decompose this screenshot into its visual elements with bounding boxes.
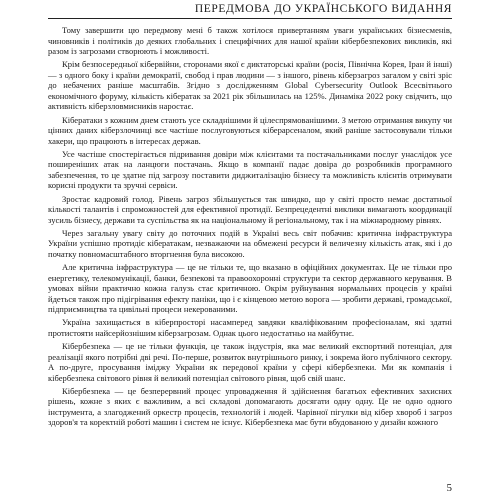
paragraph: Україна захищається в кіберпросторі насамперед завдяки кваліфікованим професіоналам, які здатні протистояти найсерйознішим кіберзагрозам. Однак цього недостатньо на майбутнє. <box>48 317 452 338</box>
page-number: 5 <box>446 482 452 494</box>
page-body <box>48 25 452 431</box>
paragraph: Через загальну увагу світу до поточних подій в Україні весь світ побачив: критична інфраструктура України успішно протидіє кібератакам, незважаючи на обмежені ресурси й величезну кількість атак, які і до початку повномасштабного вторгнення була високою. <box>48 227 452 259</box>
running-header <box>48 2 452 19</box>
paragraph: Зростає кадровий голод. Рівень загроз збільшується так швидко, що у світі просто немає достатньої кількості талантів і спроможностей для ефективної протидії. Безпрецедентні виклики вимагають координації зусиль бізнесу, держави та суспільства як на національному й регіональному, так і на міжнародному рівнях. <box>48 193 452 225</box>
paragraph: Тому завершити цю передмову мені б також хотілося привертанням уваги українських бізнесменів, чиновників і політиків до деяких глобальних і специфічних для нашої країни кібербезпекових викликів, які разом із загрозами створюють і можливості. <box>48 25 452 57</box>
paragraph: Але критична інфраструктура — це не тільки те, що вказано в офіційних документах. Це не тільки про енергетику, телекомунікації, банки, безпекові та правоохоронні структури та сектор державного керування. В умовах війни практично кожна галузь стає критичною. Окрім руйнування нормальних процесів у країні йдеться також про підігрівання ефекту паніки, що і є кінцевою метою ворога — зробити державі, громадської, підприємництва та цивільні процеси некерованими. <box>48 262 452 315</box>
paragraph: Крім безпосередньої кібервійни, сторонами якої є диктаторські країни (росія, Північна Корея, Іран й інші) — з одного боку і країни демократії, свобод і прав людини — з іншого, рівень кіберзагроз загалом у світі зріс до небачених раніше масштабів. Згідно з дослідженням Global Cybersecurity Outlook Всесвітнього економічного форуму, кількість кібератак за 2021 рік збільшилась на 125%. Динаміка 2022 року свідчить, що активність кіберзловмисників наростає. <box>48 59 452 112</box>
running-header-title: ПЕРЕДМОВА ДО УКРАЇНСЬКОГО ВИДАННЯ <box>194 3 452 15</box>
paragraph: Кібератаки з кожним днем стають усе складнішими й цілеспрямованішими. З метою отримання викупу чи цінних даних кіберзлочинці все частіше послуговуються кіберарсеналом, який раніше застосовували тільки хакери, що працюють в інтересах держав. <box>48 114 452 146</box>
paragraph: Усе частіше спостерігається підривання довіри між клієнтами та постачальниками послуг унаслідок усе поширеніших атак на ланцюги постачань. Якщо в компанії падає довіра до розробників програмного забезпечення, то це здатне під загрозу поставити диджиталізацію бізнесу та можливість клієнтів отримувати корисні продукти та зручні сервіси. <box>48 148 452 191</box>
paragraph: Кібербезпека — це безперервний процес упровадження й здійснення багатьох ефективних захисних рішень, кожне з яких є важливим, а всі складові допомагають досягати одну одну. Це не одно одного інструмента, а злагоджений оркестр процесів, технологій і людей. Чарівної пігулки від кібер хвороб і загроз здоров'я та коректній роботі машин і систем не існує. Кібербезпека має бути вбудованою у дизайн кожного <box>48 385 452 428</box>
paragraph: Кібербезпека — це не тільки функція, це також індустрія, яка має великий експортний потенціал, для реалізації якого потрібні дві речі. По-перше, розвиток внутрішнього ринку, і зокрема його публічного сектору. А по-друге, просування іміджу України як передової країни у сфері кібербезпеки. Ми як компанія і кібербезпека світового рівня й великий потенціал світового рівня, щоб свій шанс. <box>48 341 452 383</box>
